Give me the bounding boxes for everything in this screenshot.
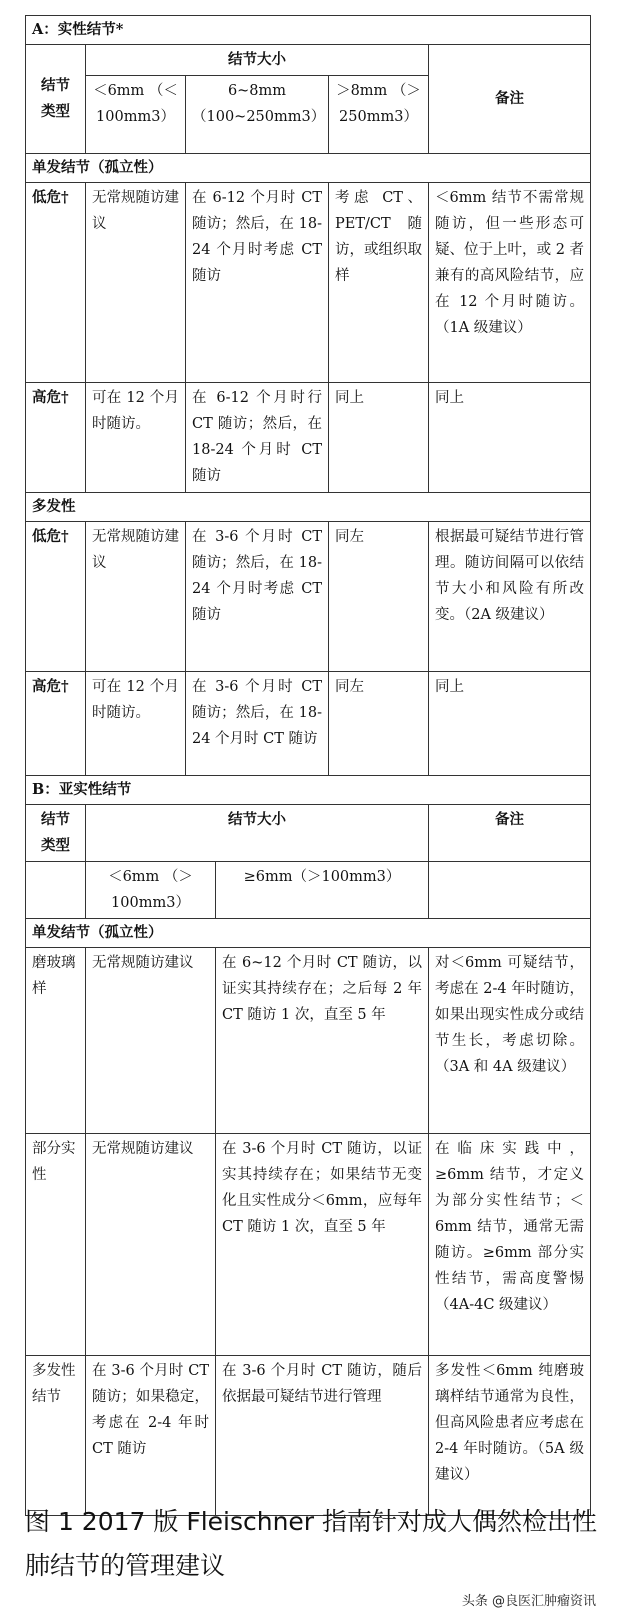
cell: 在 3-6 个月时 CT 随访；如果稳定，考虑在 2-4 年时 CT 随访 [86, 1356, 216, 1516]
figure-caption: 图 1 2017 版 Fleischner 指南针对成人偶然检出性肺结节的管理建议 [25, 1507, 598, 1580]
cell: 在 3-6 个月时 CT 随访；然后，在 18-24 个月时 CT 随访 [186, 672, 329, 776]
cell: 无常规随访建议 [86, 948, 216, 1134]
guideline-document [25, 15, 590, 1516]
row-type: 部分实性 [26, 1134, 86, 1356]
table-row [26, 183, 591, 383]
size-col-2: 6~8mm （100~250mm3） [186, 76, 329, 154]
cell: 在 6-12 个月时 CT 随访；然后，在 18-24 个月时考虑 CT 随访 [186, 183, 329, 383]
size-col-1: ＜6mm （＞100mm3） [86, 862, 216, 919]
row-type: 磨玻璃样 [26, 948, 86, 1134]
size-col-1: ＜6mm （＜100mm3） [86, 76, 186, 154]
size-header: 结节大小 [86, 45, 429, 76]
subsolid-nodule-table [25, 775, 591, 1516]
cell: 无常规随访建议 [86, 522, 186, 672]
cell: 同上 [329, 383, 429, 493]
remark-header: 备注 [429, 805, 591, 862]
remark-header: 备注 [429, 45, 591, 154]
solid-nodule-table [25, 15, 591, 776]
cell: 同左 [329, 672, 429, 776]
table-row [26, 672, 591, 776]
empty-cell [26, 862, 86, 919]
row-type: 高危† [26, 383, 86, 493]
remark-cell: 对＜6mm 可疑结节，考虑在 2-4 年时随访，如果出现实性成分或结节生长，考虑切除。（3A 和 4A 级建议） [429, 948, 591, 1134]
table-row [26, 1134, 591, 1356]
table-row [26, 522, 591, 672]
cell: 在 3-6 个月时 CT 随访，随后依据最可疑结节进行管理 [216, 1356, 429, 1516]
row-type: 低危† [26, 183, 86, 383]
empty-cell [429, 862, 591, 919]
table-row [26, 383, 591, 493]
section-b-title: B：亚实性结节 [26, 776, 591, 805]
group-label: 单发结节（孤立性） [26, 154, 591, 183]
remark-cell: 同上 [429, 383, 591, 493]
cell: 无常规随访建议 [86, 1134, 216, 1356]
size-col-3: ＞8mm （＞250mm3） [329, 76, 429, 154]
row-type: 多发性结节 [26, 1356, 86, 1516]
cell: 同左 [329, 522, 429, 672]
table-row [26, 1356, 591, 1516]
size-col-2: ≥6mm（＞100mm3） [216, 862, 429, 919]
group-label: 多发性 [26, 493, 591, 522]
size-header: 结节大小 [86, 805, 429, 862]
section-a-title: A：实性结节* [26, 16, 591, 45]
remark-cell: ＜6mm 结节不需常规随访，但一些形态可疑、位于上叶，或 2 者兼有的高风险结节，应在 12 个月时随访。（1A 级建议） [429, 183, 591, 383]
source-watermark: 头条 @良医汇肿瘤资讯 [460, 1590, 598, 1609]
remark-cell: 在临床实践中，≥6mm 结节，才定义为部分实性结节；＜6mm 结节，通常无需随访。≥6mm 部分实性结节，需高度警惕（4A-4C 级建议） [429, 1134, 591, 1356]
row-type: 低危† [26, 522, 86, 672]
cell: 在 6-12 个月时行 CT 随访；然后，在 18-24 个月时 CT 随访 [186, 383, 329, 493]
group-label: 单发结节（孤立性） [26, 919, 591, 948]
row-type: 高危† [26, 672, 86, 776]
cell: 在 6~12 个月时 CT 随访，以证实其持续存在；之后每 2 年 CT 随访 1 次，直至 5 年 [216, 948, 429, 1134]
table-row [26, 948, 591, 1134]
cell: 在 3-6 个月时 CT 随访；然后，在 18-24 个月时考虑 CT 随访 [186, 522, 329, 672]
type-header: 结节 类型 [26, 805, 86, 862]
cell: 在 3-6 个月时 CT 随访，以证实其持续存在；如果结节无变化且实性成分＜6mm，应每年 CT 随访 1 次，直至 5 年 [216, 1134, 429, 1356]
type-header: 结节 类型 [26, 45, 86, 154]
remark-cell: 多发性＜6mm 纯磨玻璃样结节通常为良性，但高风险患者应考虑在 2-4 年时随访。（5A 级建议） [429, 1356, 591, 1516]
cell: 考虑 CT、PET/CT 随访，或组织取样 [329, 183, 429, 383]
remark-cell: 同上 [429, 672, 591, 776]
cell: 可在 12 个月时随访。 [86, 672, 186, 776]
cell: 可在 12 个月时随访。 [86, 383, 186, 493]
cell: 无常规随访建议 [86, 183, 186, 383]
remark-cell: 根据最可疑结节进行管理。随访间隔可以依结节大小和风险有所改变。（2A 级建议） [429, 522, 591, 672]
